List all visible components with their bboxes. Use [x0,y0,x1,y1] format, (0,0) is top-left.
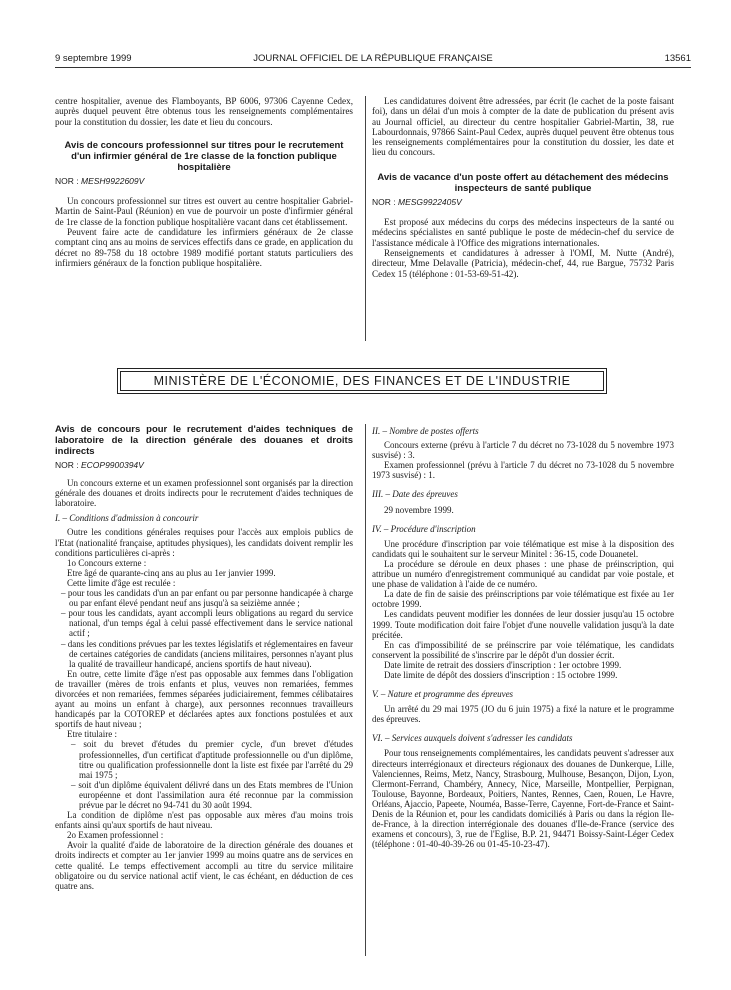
paragraph: 29 novembre 1999. [384,504,454,515]
header-page-number: 13561 [664,53,691,64]
notice-title-infirmier: Avis de concours professionnel sur titres pour le recrutement d'un infirmier général de 1re classe de la fonction publique hospitalière [64,139,344,173]
list-item: – soit du brevet d'études du premier cycle, d'un brevet d'études professionnelles, d'un certificat d'aptitude professionnelle ou d'un diplôme, titre ou qualification professionnelle dont la liste est fixée par l'arrêté du 29 mai 1975 ; [71,739,353,780]
bottom-left-column [55,424,353,891]
paragraph: Avoir la qualité d'aide de laboratoire de la direction générale des douanes et droits indirects et compter au 1er janvier 1999 au moins quatre ans de services en cette qualité. Le temps effectivement accompli au titre du service militaire obligatoire ou du service national actif vient, le cas échéant, en déduction de ces quatre ans. [55,840,353,891]
continued-paragraph: centre hospitalier, avenue des Flamboyants, BP 6006, 97306 Cayenne Cedex, auprès duquel peuvent être obtenus tous les renseignements complémentaires pour la constitution du dossier, les date et lieu du concours. [55,96,353,127]
nor-code: ECOP9900394V [80,460,144,470]
paragraph: En cas d'impossibilité de se préinscrire par voie télématique, les candidats conservent la possibilité de s'inscrire par le dépôt d'un dossier écrit. [372,639,674,660]
paragraph: Concours externe (prévu à l'article 7 du décret no 73-1028 du 5 novembre 1973 susvisé) : 3. [372,440,674,461]
paragraph: Un concours externe et un examen professionnel sont organisés par la direction générale des douanes et droits indirects pour le recrutement d'aides techniques de laboratoire. [55,478,353,509]
section-heading: V. – Nature et programme des épreuves [372,689,514,700]
paragraph: Etre âgé de quarante-cinq ans au plus au 1er janvier 1999. [67,567,276,578]
paragraph: Un concours professionnel sur titres est ouvert au centre hospitalier Gabriel-Martin de Saint-Paul (Réunion) en vue de pourvoir un poste d'infirmier général de 1re classe de la fonction publique hospitalière vacant dans cet établissement. [55,196,353,227]
nor-reference: NOR : MESH9922609V [55,175,145,186]
section-heading: VI. – Services auxquels doivent s'adresser les candidats [372,733,573,744]
column-divider [365,96,366,341]
paragraph: 2o Examen professionnel : [67,830,164,841]
paragraph: Un arrêté du 29 mai 1975 (JO du 6 juin 1975) a fixé la nature et le programme des épreuves. [372,704,674,725]
notice-title-douanes: Avis de concours pour le recrutement d'aides techniques de laboratoire de la direction générale des douanes et droits indirects [55,424,353,457]
notice-title-medecins: Avis de vacance d'un poste offert au détachement des médecins inspecteurs de santé publique [377,171,669,194]
paragraph: Examen professionnel (prévu à l'article 7 du décret no 73-1028 du 5 novembre 1973 susvisé) : 1. [372,460,674,481]
paragraph: Etre titulaire : [67,729,117,740]
paragraph: En outre, cette limite d'âge n'est pas opposable aux femmes dans l'obligation de travailler (mères de trois enfants et plus, veuves non remariées, femmes divorcées et non remariées, femmes séparées judiciairement, femmes célibataires ayant au moins un enfant à charge), aux personnes reconnues travailleurs handicapés par la COTOREP et déclarées aptes aux fonctions postulées et aux sportifs de haut niveau ; [55,668,353,730]
section-heading: IV. – Procédure d'inscription [372,523,476,534]
nor-code: MESG9922405V [397,196,462,207]
paragraph: Renseignements et candidatures à adresser à l'OMI, M. Nutte (André), directeur, Mme Delavalle (Patricia), médecin-chef, 44, rue Bargue, 75732 Paris Cedex 15 (téléphone : 01-53-69-51-42). [372,247,674,279]
section-heading: III. – Date des épreuves [372,489,458,500]
nor-reference: NOR : MESG9922405V [372,196,462,207]
nor-reference: NOR : ECOP9900394V [55,460,144,470]
section-heading: II. – Nombre de postes offerts [372,426,479,436]
paragraph: Date limite de dépôt des dossiers d'inscription : 15 octobre 1999. [384,669,618,680]
paragraph: Date limite de retrait des dossiers d'inscription : 1er octobre 1999. [384,659,622,670]
ministry-name: MINISTÈRE DE L'ÉCONOMIE, DES FINANCES ET DE L'INDUSTRIE [153,374,571,388]
paragraph: Outre les conditions générales requises pour l'accès aux emplois publics de l'Etat (nationalité française, aptitudes physiques), les candidats doivent remplir les conditions particulières ci-après : [55,527,353,558]
nor-code: MESH9922609V [80,175,145,186]
list-item: – pour tous les candidats, ayant accompli leurs obligations au regard du service national, d'un temps égal à celui passé effectivement dans le service national actif ; [61,608,353,639]
list-item: – dans les conditions prévues par les textes législatifs et réglementaires en faveur de certaines catégories de candidats (anciens militaires, personnes n'ayant plus la qualité de travailleur handicapé, anciens sportifs de haut niveau). [61,638,353,669]
paragraph: La condition de diplôme n'est pas opposable aux mères d'au moins trois enfants ainsi qu'aux sportifs de haut niveau. [55,810,353,831]
paragraph: Les candidatures doivent être adressées, par écrit (le cachet de la poste faisant foi), dans un délai d'un mois à compter de la date de publication du présent avis au Journal officiel, au directeur du centre hospitalier Gabriel-Martin, 38, rue Labourdonnais, 97866 Saint-Paul Cedex, auprès duquel peuvent être obtenus tous les renseignements complémentaires pour la constitution du dossier, les date et lieu du concours. [372,96,674,158]
paragraph: Les candidats peuvent modifier les données de leur dossier jusqu'au 15 octobre 1999. Toute modification doit faire l'objet d'une nouvelle validation jusqu'à la date précitée. [372,609,674,640]
column-divider [365,424,366,956]
paragraph: Cette limite d'âge est reculée : [67,577,176,588]
list-item: – pour tous les candidats d'un an par enfant ou par personne handicapée à charge ou par enfant élevé pendant neuf ans jusqu'à sa seizième année ; [61,588,353,609]
page-header [55,53,691,68]
paragraph: Pour tous renseignements complémentaires, les candidats peuvent s'adresser aux directeurs interrégionaux et directeurs régionaux des douanes de Dunkerque, Lille, Valenciennes, Reims, Metz, Nancy, Strasbourg, Mulhouse, Besançon, Dijon, Lyon, Clermont-Ferrand, Chambéry, Annecy, Nice, Marseille, Montpellier, Perpignan, Toulouse, Bayonne, Bordeaux, Poitiers, Nantes, Rennes, Caen, Rouen, Le Havre, Orléans, Ajaccio, Papeete, Nouméa, Basse-Terre, Cayenne, Fort-de-France et Saint-Denis de la Réunion et, pour les candidats domiciliés à Paris ou dans la région Ile-de-France, à la direction interrégionale des douanes d'Ile-de-France (service des examens et concours), 3, rue de l'Eglise, B.P. 21, 94471 Boissy-Saint-Léger Cedex (téléphone : 01-40-40-39-26 ou 01-45-10-23-47). [372,748,674,850]
top-right-column [372,96,674,279]
header-date: 9 septembre 1999 [55,53,132,64]
bottom-right-column [372,426,674,849]
paragraph: Est proposé aux médecins du corps des médecins inspecteurs de la santé ou médecins spécialistes en santé publique le poste de médecin-chef du service de l'assistance médicale à l'Office des migrations internationales. [372,217,674,248]
top-left-column [55,96,353,268]
section-heading: I. – Conditions d'admission à concourir [55,513,199,524]
paragraph: 1o Concours externe : [67,557,147,568]
paragraph: La procédure se déroule en deux phases : une phase de préinscription, qui attribue un numéro d'enregistrement communiqué au candidat par voie postale, et une phase de validation à l'aide de ce numéro. [372,558,674,590]
header-journal-title: JOURNAL OFFICIEL DE LA RÉPUBLIQUE FRANÇAISE [253,53,493,64]
list-item: – soit d'un diplôme équivalent délivré dans un des Etats membres de l'Union européenne et dont l'assimilation aura été reconnue par la commission prévue par le décret no 94-741 du 30 août 1994. [71,779,353,810]
paragraph: Une procédure d'inscription par voie télématique est mise à la disposition des candidats qui le souhaitent sur le serveur Minitel : 36-15, code Douanetel. [372,538,674,559]
paragraph: La date de fin de saisie des préinscriptions par voie télématique est fixée au 1er octobre 1999. [372,589,674,610]
paragraph: Peuvent faire acte de candidature les infirmiers généraux de 2e classe comptant cinq ans au moins de services effectifs dans ce grade, en application du décret no 89-758 du 18 octobre 1989 modifié portant statuts particuliers des infirmiers généraux de la fonction publique hospitalière. [55,227,353,268]
ministry-banner [117,368,607,394]
